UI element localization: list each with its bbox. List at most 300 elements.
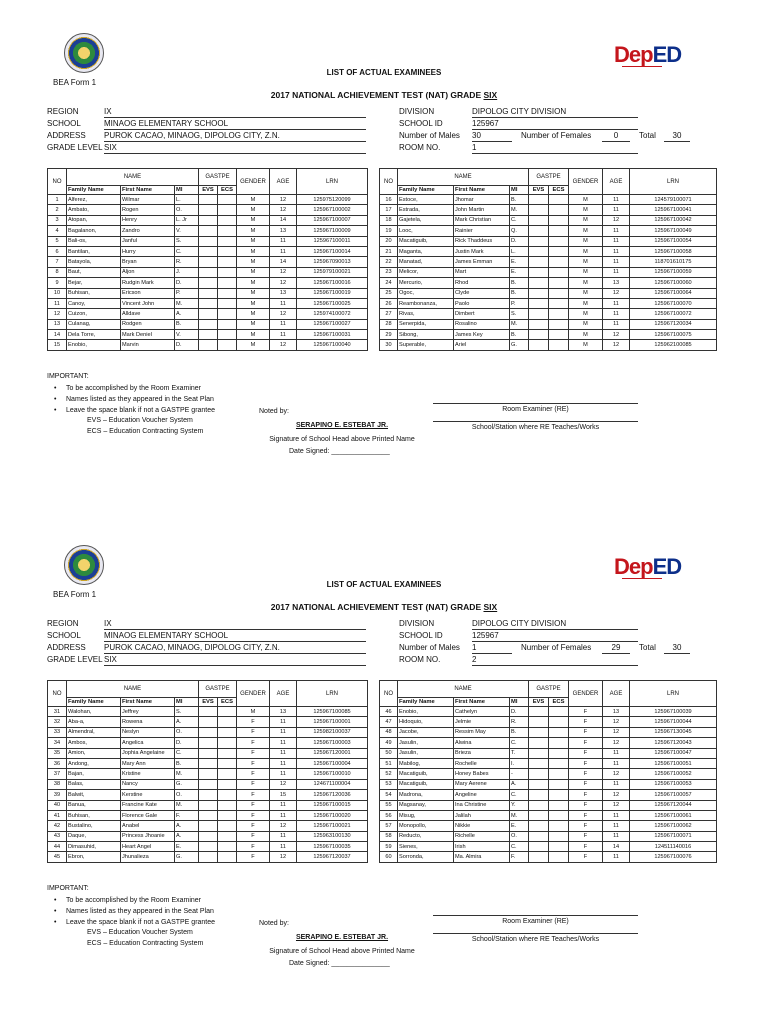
evs-cell[interactable] [529,288,549,298]
ecs-cell[interactable] [218,215,237,225]
ecs-cell[interactable] [549,707,569,717]
ecs-cell[interactable] [549,236,569,246]
important-label: IMPORTANT: [47,373,89,380]
gender-cell: M [569,226,603,236]
ecs-cell[interactable] [218,246,237,256]
family-name: Bejar, [67,278,121,288]
evs-cell[interactable] [529,842,549,852]
evs-cell[interactable] [199,717,218,727]
age-cell: 11 [270,842,297,852]
ecs-cell[interactable] [218,298,237,308]
lrn-cell: 125967100070 [630,298,717,308]
first-name: Rainier [454,226,510,236]
evs-cell[interactable] [529,195,549,205]
family-name-header: Family Name [67,698,121,707]
family-name: Andong, [67,758,121,768]
middle-initial: B. [510,278,529,288]
lrn-cell: 125967100076 [630,852,717,862]
ecs-cell[interactable] [218,790,237,800]
middle-initial: L. Jr [175,215,199,225]
ecs-cell[interactable] [218,340,237,350]
ecs-cell[interactable] [218,717,237,727]
gender-cell: F [569,842,603,852]
family-name: Alferez, [67,195,121,205]
table-row [48,330,368,340]
evs-cell[interactable] [529,278,549,288]
ecs-cell[interactable] [218,779,237,789]
ecs-cell[interactable] [549,852,569,862]
ecs-cell[interactable] [218,842,237,852]
evs-cell[interactable] [529,821,549,831]
ecs-cell[interactable] [549,738,569,748]
evs-note: EVS – Education Voucher System [87,929,193,936]
lrn-cell: 125967100027 [297,319,368,329]
gender-cell: M [569,257,603,267]
ecs-cell[interactable] [549,748,569,758]
row-number: 60 [380,852,398,862]
age-cell: 14 [270,257,297,267]
middle-initial: D. [175,340,199,350]
first-name: Paolo [454,298,510,308]
school-id-field[interactable]: 125967 [472,631,638,642]
table-row [380,319,717,329]
lrn-cell: 125967090013 [297,257,368,267]
middle-initial: G. [175,779,199,789]
total-field[interactable]: 30 [664,131,690,142]
first-name: Ressim May [454,727,510,737]
page-title: LIST OF ACTUAL EXAMINEES [326,68,442,77]
school-head-caption: Signature of School Head above Printed Name [269,436,415,443]
evs-cell[interactable] [529,748,549,758]
total-field[interactable]: 30 [664,643,690,654]
first-name: Rogen [121,205,175,215]
ecs-cell[interactable] [218,226,237,236]
ecs-cell[interactable] [218,309,237,319]
lrn-cell: 125967100010 [297,769,368,779]
age-cell: 13 [603,278,630,288]
ecs-cell[interactable] [549,779,569,789]
family-name-header: Family Name [67,186,121,195]
table-row [48,727,368,737]
evs-cell[interactable] [199,831,218,841]
row-number: 16 [380,195,398,205]
instruction-item: • Names listed as they appeared in the Seat Plan [66,396,214,403]
row-number: 56 [380,810,398,820]
lrn-cell: 124511140016 [630,842,717,852]
evs-cell[interactable] [529,267,549,277]
evs-cell[interactable] [529,738,549,748]
region-field[interactable]: IX [104,619,366,630]
lrn-cell: 125967100021 [297,821,368,831]
first-name: Nancy [121,779,175,789]
evs-cell[interactable] [529,257,549,267]
age-cell: 11 [603,309,630,319]
evs-cell[interactable] [529,852,549,862]
age-header: AGE [270,169,297,195]
ecs-cell[interactable] [218,800,237,810]
middle-initial: C. [510,842,529,852]
middle-initial: B. [510,330,529,340]
age-cell: 11 [603,319,630,329]
table-row [48,758,368,768]
instruction-item: • Leave the space blank if not a GASTPE grantee [66,407,215,414]
ecs-cell[interactable] [549,810,569,820]
first-name: Jophia Angelaine [121,748,175,758]
evs-cell[interactable] [199,330,218,340]
lrn-cell: 125967100047 [630,748,717,758]
first-name: Ina Christine [454,800,510,810]
evs-cell[interactable] [199,215,218,225]
table-row [48,831,368,841]
ecs-cell[interactable] [218,852,237,862]
ecs-cell[interactable] [218,748,237,758]
gender-cell: F [569,779,603,789]
sheet-2 [0,512,768,1012]
ecs-cell[interactable] [549,319,569,329]
evs-header: EVS [199,698,218,707]
evs-cell[interactable] [199,288,218,298]
middle-initial: F. [175,810,199,820]
row-number: 15 [48,340,67,350]
evs-cell[interactable] [199,707,218,717]
evs-cell[interactable] [199,748,218,758]
division-field[interactable]: DIPOLOG CITY DIVISION [472,107,638,118]
age-cell: 11 [270,769,297,779]
age-cell: 13 [270,707,297,717]
evs-cell[interactable] [199,738,218,748]
lrn-cell: 125967100011 [297,236,368,246]
ecs-cell[interactable] [549,298,569,308]
evs-cell[interactable] [529,810,549,820]
lrn-cell: 125967100049 [630,226,717,236]
table-row [48,738,368,748]
table-row [48,800,368,810]
family-name: Bantilan, [67,246,121,256]
first-name: Nikkie [454,821,510,831]
row-number: 12 [48,309,67,319]
ecs-cell[interactable] [549,831,569,841]
ecs-cell[interactable] [218,758,237,768]
ecs-cell[interactable] [218,831,237,841]
evs-cell[interactable] [199,821,218,831]
name-header: NAME [67,169,199,186]
family-name: Sibong, [398,330,454,340]
ecs-cell[interactable] [218,707,237,717]
ecs-cell[interactable] [218,738,237,748]
ecs-cell[interactable] [549,717,569,727]
school-id-label: SCHOOL ID [399,631,443,640]
ecs-cell[interactable] [549,340,569,350]
middle-initial: I. [510,758,529,768]
evs-cell[interactable] [529,727,549,737]
deped-logo: DepED [614,42,682,67]
ecs-cell[interactable] [549,246,569,256]
gastpe-header: GASTPE [199,169,237,186]
evs-cell[interactable] [199,298,218,308]
ecs-cell[interactable] [549,267,569,277]
evs-cell[interactable] [529,758,549,768]
evs-cell[interactable] [529,319,549,329]
evs-cell[interactable] [199,267,218,277]
first-name: Mary Ann [121,758,175,768]
males-field[interactable]: 30 [472,131,512,142]
evs-cell[interactable] [529,309,549,319]
evs-cell[interactable] [199,727,218,737]
table-row [380,790,717,800]
room-field[interactable]: 1 [472,143,638,154]
ecs-header: ECS [549,186,569,195]
gender-cell: M [237,309,270,319]
middle-initial: D. [175,278,199,288]
age-cell: 12 [270,309,297,319]
address-field[interactable]: PUROK CACAO, MINAOG, DIPOLOG CITY, Z.N. [104,643,366,654]
table-row [48,748,368,758]
ecs-cell[interactable] [218,330,237,340]
room-field[interactable]: 2 [472,655,638,666]
gender-cell: F [569,821,603,831]
middle-initial: A. [175,309,199,319]
middle-initial: B. [510,288,529,298]
females-field[interactable]: 29 [602,643,630,654]
evs-cell[interactable] [199,800,218,810]
ecs-cell[interactable] [218,205,237,215]
lrn-cell: 125967100020 [297,810,368,820]
family-name: Buhisan, [67,810,121,820]
gender-cell: M [237,319,270,329]
row-number: 43 [48,831,67,841]
females-field[interactable]: 0 [602,131,630,142]
grade-level-field[interactable]: SIX [104,655,366,666]
noted-by-label: Noted by: [259,920,289,927]
gender-cell: M [237,330,270,340]
ecs-cell[interactable] [218,236,237,246]
page-subtitle: 2017 NATIONAL ACHIEVEMENT TEST (NAT) GRADE SIX [270,90,498,100]
gender-cell: M [237,205,270,215]
lrn-cell: 125967100019 [297,288,368,298]
evs-cell[interactable] [529,779,549,789]
family-name: Enobio, [398,707,454,717]
school-id-field[interactable]: 125967 [472,119,638,130]
row-number: 44 [48,842,67,852]
age-cell: 12 [270,340,297,350]
ecs-cell[interactable] [218,821,237,831]
middle-initial: M. [510,810,529,820]
ecs-cell[interactable] [549,205,569,215]
lrn-cell: 125967100035 [297,842,368,852]
evs-cell[interactable] [199,195,218,205]
ecs-cell[interactable] [549,821,569,831]
family-name: Reambonanza, [398,298,454,308]
ecs-cell[interactable] [549,288,569,298]
first-name: Rhod [454,278,510,288]
middle-initial: E. [175,842,199,852]
grade-level-field[interactable]: SIX [104,143,366,154]
evs-cell[interactable] [199,769,218,779]
ecs-cell[interactable] [549,727,569,737]
evs-cell[interactable] [529,790,549,800]
age-cell: 11 [603,852,630,862]
ecs-cell[interactable] [218,727,237,737]
ecs-cell[interactable] [218,278,237,288]
ecs-cell[interactable] [218,267,237,277]
page-title: LIST OF ACTUAL EXAMINEES [326,580,442,589]
middle-initial: O. [510,831,529,841]
lrn-cell: 125974100072 [297,309,368,319]
evs-cell[interactable] [199,226,218,236]
lrn-cell: 125967120037 [297,852,368,862]
ecs-cell[interactable] [549,330,569,340]
first-name: Ma. Almira [454,852,510,862]
lrn-cell: 125967100085 [297,707,368,717]
family-name: Sienes, [398,842,454,852]
row-number: 38 [48,779,67,789]
ecs-cell[interactable] [549,842,569,852]
lrn-cell: 125967120001 [297,748,368,758]
evs-cell[interactable] [199,340,218,350]
ecs-cell[interactable] [218,257,237,267]
family-name: Macatiguib, [398,769,454,779]
evs-cell[interactable] [199,236,218,246]
evs-cell[interactable] [529,831,549,841]
age-cell: 11 [270,319,297,329]
ecs-cell[interactable] [218,195,237,205]
middle-initial: E. [510,267,529,277]
lrn-cell: 125967100016 [297,278,368,288]
evs-cell[interactable] [199,852,218,862]
first-name: Clyde [454,288,510,298]
ecs-cell[interactable] [549,278,569,288]
ecs-cell[interactable] [549,769,569,779]
ecs-cell[interactable] [549,195,569,205]
row-number: 9 [48,278,67,288]
table-row [380,821,717,831]
family-name: Reducto, [398,831,454,841]
evs-cell[interactable] [199,790,218,800]
gender-cell: F [569,758,603,768]
row-number: 26 [380,298,398,308]
row-number: 31 [48,707,67,717]
lrn-cell: 125967100015 [297,800,368,810]
row-number: 24 [380,278,398,288]
station-line [433,933,638,934]
evs-cell[interactable] [529,236,549,246]
evs-cell[interactable] [529,340,549,350]
name-header: NAME [398,681,529,698]
gender-cell: F [569,717,603,727]
evs-cell[interactable] [529,226,549,236]
ecs-cell[interactable] [549,790,569,800]
lrn-cell: 125967100041 [630,205,717,215]
lrn-cell: 125967100002 [297,205,368,215]
row-number: 30 [380,340,398,350]
middle-initial: O. [175,205,199,215]
evs-cell[interactable] [529,800,549,810]
ecs-cell[interactable] [549,215,569,225]
males-field[interactable]: 1 [472,643,512,654]
evs-cell[interactable] [199,810,218,820]
evs-cell[interactable] [529,246,549,256]
first-name: Anabel [121,821,175,831]
middle-initial: L. [175,195,199,205]
lrn-header: LRN [297,169,368,195]
gender-cell: M [237,288,270,298]
ecs-cell[interactable] [218,769,237,779]
family-name: Superable, [398,340,454,350]
age-cell: 11 [270,748,297,758]
evs-cell[interactable] [199,758,218,768]
evs-cell[interactable] [529,298,549,308]
evs-cell[interactable] [199,246,218,256]
row-number: 27 [380,309,398,319]
ecs-cell[interactable] [549,226,569,236]
mi-header: MI [175,698,199,707]
evs-cell[interactable] [529,330,549,340]
lrn-cell: 125967100040 [297,340,368,350]
ecs-cell[interactable] [549,309,569,319]
ecs-cell[interactable] [218,288,237,298]
evs-cell[interactable] [199,309,218,319]
first-name: Rick Thaddeus [454,236,510,246]
evs-cell[interactable] [199,319,218,329]
evs-cell[interactable] [529,769,549,779]
division-field[interactable]: DIPOLOG CITY DIVISION [472,619,638,630]
middle-initial: C. [175,748,199,758]
age-cell: 13 [270,226,297,236]
evs-cell[interactable] [199,205,218,215]
evs-cell[interactable] [529,205,549,215]
family-name: Dimasuhid, [67,842,121,852]
gender-header: GENDER [237,681,270,707]
evs-cell[interactable] [199,257,218,267]
evs-note: EVS – Education Voucher System [87,417,193,424]
first-name: Rochelle [454,758,510,768]
first-name: Mart [454,267,510,277]
evs-cell[interactable] [529,215,549,225]
middle-initial: P. [175,288,199,298]
evs-cell[interactable] [199,278,218,288]
evs-cell[interactable] [199,842,218,852]
ecs-cell[interactable] [549,257,569,267]
row-number: 58 [380,831,398,841]
evs-cell[interactable] [529,707,549,717]
age-cell: 11 [603,831,630,841]
middle-initial: S. [175,707,199,717]
evs-cell[interactable] [529,717,549,727]
row-number: 22 [380,257,398,267]
deped-logo: DepED [614,554,682,579]
table-row [48,298,368,308]
family-name: Batayola, [67,257,121,267]
ecs-cell[interactable] [218,810,237,820]
ecs-cell[interactable] [549,758,569,768]
evs-cell[interactable] [199,779,218,789]
school-field[interactable]: MINAOG ELEMENTARY SCHOOL [104,631,366,642]
school-field[interactable]: MINAOG ELEMENTARY SCHOOL [104,119,366,130]
gender-cell: F [237,842,270,852]
lrn-cell: 125967100053 [630,779,717,789]
family-name: Walohan, [67,707,121,717]
lrn-cell: 125967100061 [630,810,717,820]
middle-initial: C. [510,215,529,225]
ecs-cell[interactable] [218,319,237,329]
address-field[interactable]: PUROK CACAO, MINAOG, DIPOLOG CITY, Z.N. [104,131,366,142]
family-name: Balwit, [67,790,121,800]
region-field[interactable]: IX [104,107,366,118]
row-number: 47 [380,717,398,727]
middle-initial: G. [510,340,529,350]
age-cell: 11 [603,821,630,831]
ecs-cell[interactable] [549,800,569,810]
